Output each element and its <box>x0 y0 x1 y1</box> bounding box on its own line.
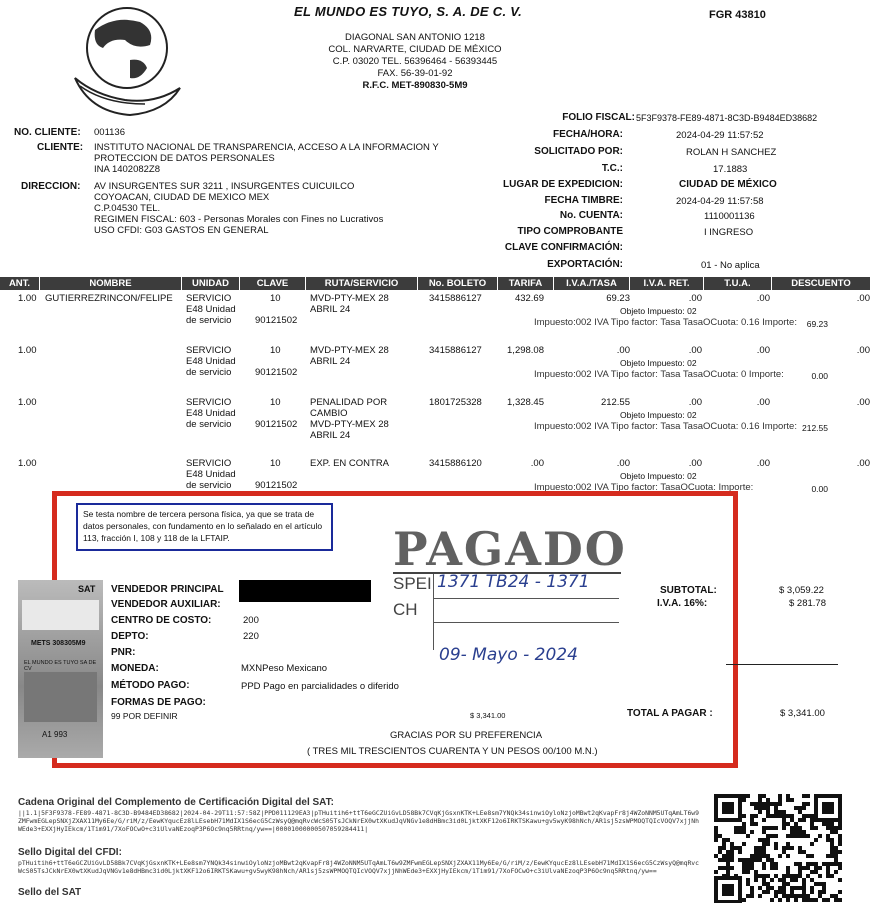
solicitado-por-label: SOLICITADO POR: <box>534 146 623 157</box>
direccion-line: COYOACAN, CIUDAD DE MEXICO MEX <box>94 192 270 203</box>
clave-confirmacion-label: CLAVE CONFIRMACIÓN: <box>504 242 623 253</box>
cell-cant: 1.00 <box>18 345 37 356</box>
cell-ruta: MVD-PTY-MEX 28 <box>310 419 389 430</box>
cell-clave: 10 <box>270 345 281 356</box>
sat-logo-text: SAT <box>78 584 96 594</box>
cell-cant: 1.00 <box>18 293 37 304</box>
cell-unidad: SERVICIO <box>186 397 232 408</box>
importe-letra: ( TRES MIL TRESCIENTOS CUARENTA Y UN PESOS 00/100 M.N.) <box>307 746 598 757</box>
company-address <box>290 32 540 92</box>
exportacion-value: 01 - No aplica <box>701 260 760 271</box>
col-nombre: NOMBRE <box>40 277 182 290</box>
cell-clave: 90121502 <box>255 367 298 378</box>
cell-ruta: PENALIDAD POR <box>310 397 388 408</box>
direccion-line: USO CFDI: G03 GASTOS EN GENERAL <box>94 225 269 236</box>
subtotal-label: SUBTOTAL: <box>660 585 717 596</box>
cell-ruta: MVD-PTY-MEX 28 <box>310 345 389 356</box>
address-line: FAX. 56-39-01-92 <box>377 68 453 79</box>
cell-ruta: MVD-PTY-MEX 28 <box>310 293 389 304</box>
cell-unidad: SERVICIO <box>186 293 232 304</box>
qr-code <box>714 794 842 903</box>
cliente-label: CLIENTE: <box>37 142 84 153</box>
lugar-expedicion-label: LUGAR DE EXPEDICION: <box>502 179 623 190</box>
stamp-date: 09- Mayo - 2024 <box>439 645 578 665</box>
address-line: C.P. 03020 TEL. 56396464 - 56393445 <box>332 56 498 67</box>
cliente-line: INSTITUTO NACIONAL DE TRANSPARENCIA, ACCESO A LA INFORMACION Y <box>94 142 439 153</box>
centro-costo-value: 200 <box>243 615 259 626</box>
cell-nombre: GUTIERREZRINCON/FELIPE <box>45 293 173 304</box>
total-rule <box>726 664 838 665</box>
metodo-pago-value: PPD Pago en parcialidades o diferido <box>241 681 399 692</box>
cell-iva: .00 <box>616 345 630 356</box>
moneda-value: MXNPeso Mexicano <box>241 663 328 674</box>
iva-value: $ 281.78 <box>789 598 826 609</box>
vendedor-auxiliar-label: VENDEDOR AUXILIAR: <box>111 599 221 610</box>
fecha-hora-label: FECHA/HORA: <box>553 129 623 140</box>
col-descuento: DESCUENTO <box>772 277 871 290</box>
tipo-comprobante-label: TIPO COMPROBANTE <box>517 226 623 237</box>
cell-clave: 10 <box>270 458 281 469</box>
sello-cfdi: pTHuitih6+ttT6eGCZUiGvLD58Bk7CVqKjGsxnKTK+LEe8sm7YNQk34sinwiOyloNzjoMBwt2qKvapFr8j4WZoNNM5UTqAmLT6w9ZMFwmEGLepSNXjZXAX11My6Ee/G/riM/z/EewKYqucEz8lLEsebH71MdIX1S6ecG5CzWsyQ@mqRvcWcS05TsJCkNrEX0wtXKudJqVNGv1e8dHBmc3id0LjktXKF12o6IRKTSKawu+gv5wyK98hNch/AR1sj5zsWPMOQTQIcVOQV7xjjNhWEde3+EXXjHyIEkcm/1Tim91/7XoFOCwO+c3iUlvaNEzoqP3P6Oc9nq5RRtnq/yw== <box>18 859 700 875</box>
iva-label: I.V.A. 16%: <box>657 598 708 609</box>
cell-unidad: SERVICIO <box>186 345 232 356</box>
folio-fiscal-value: 5F3F9378-FE89-4871-8C3D-B9484ED38682 <box>636 113 818 123</box>
col-iva-tasa: I.V.A./TASA <box>554 277 630 290</box>
col-iva-ret: I.V.A. RET. <box>630 277 704 290</box>
formas-pago-value: 99 POR DEFINIR <box>111 711 178 721</box>
cliente-value <box>94 142 439 175</box>
col-tua: T.U.A. <box>704 277 772 290</box>
folio-code: FGR 43810 <box>709 9 766 21</box>
cell-iva-ret: .00 <box>688 345 702 356</box>
cell-tua: .00 <box>756 345 770 356</box>
stamp-reference: 1371 TB24 - 1371 <box>437 572 590 592</box>
direccion-line: AV INSURGENTES SUR 3211 , INSURGENTES CUICUILCO <box>94 181 355 192</box>
stamp-line <box>433 574 434 650</box>
cell-unidad: E48 Unidad <box>186 304 236 315</box>
stamp-line <box>433 598 619 599</box>
stamp-spei: SPEI <box>393 574 432 593</box>
sat-card-photo <box>24 672 97 722</box>
cell-unidad: E48 Unidad <box>186 469 236 480</box>
depto-value: 220 <box>243 631 259 642</box>
items-table-header <box>0 277 871 290</box>
direccion-line: REGIMEN FISCAL: 603 - Personas Morales con Fines no Lucrativos <box>94 214 384 225</box>
cell-objeto-impuesto: Objeto Impuesto: 02 <box>620 306 697 316</box>
cell-ruta: ABRIL 24 <box>310 356 351 367</box>
cell-importe: 212.55 <box>802 423 828 433</box>
cell-unidad: de servicio <box>186 480 232 491</box>
cell-unidad: de servicio <box>186 315 232 326</box>
gracias-text: GRACIAS POR SU PREFERENCIA <box>390 730 543 741</box>
col-boleto: No. BOLETO <box>418 277 498 290</box>
cell-impuesto: Impuesto:002 IVA Tipo factor: TasaOCuota: Importe: <box>534 482 754 493</box>
cell-ruta: CAMBIO <box>310 408 348 419</box>
cell-tarifa: 1,298.08 <box>507 345 544 356</box>
sello-sat-title: Sello del SAT <box>18 887 82 898</box>
cell-tua: .00 <box>756 293 770 304</box>
address-line: DIAGONAL SAN ANTONIO 1218 <box>345 32 485 43</box>
cell-objeto-impuesto: Objeto Impuesto: 02 <box>620 410 697 420</box>
cell-ruta: ABRIL 24 <box>310 304 351 315</box>
cell-clave: 10 <box>270 293 281 304</box>
metodo-pago-label: MÉTODO PAGO: <box>111 680 190 691</box>
direccion-label: DIRECCION: <box>21 181 81 192</box>
formas-pago-label: FORMAS DE PAGO: <box>111 697 206 708</box>
fecha-hora-value: 2024-04-29 11:57:52 <box>676 130 764 141</box>
cell-unidad: SERVICIO <box>186 458 232 469</box>
cell-descuento: .00 <box>856 458 870 469</box>
cell-boleto: 1801725328 <box>429 397 482 408</box>
direccion-value <box>94 181 383 236</box>
cell-boleto: 3415886127 <box>429 293 482 304</box>
tc-value: 17.1883 <box>713 164 748 175</box>
fecha-timbre-value: 2024-04-29 11:57:58 <box>676 196 764 207</box>
cell-unidad: E48 Unidad <box>186 408 236 419</box>
cell-clave: 90121502 <box>255 315 298 326</box>
cadena-original: ||1.1|5F3F9378-FE89-4871-8C3D-B9484ED38682|2024-04-29T11:57:58Z|PPD011129EA3|pTHuitih6+ttT6eGCZUiGvLD58Bk7CVqKjGsxnKTK+LEe8sm7YNQk34sinwiOyloNzjoMBwt2qKvapFr8j4WZoNNM5UTqAmLT6w9ZMFwmEGLepSNXjZXAX11My6Ee/G/riM/z/EewKYqucEz8lLEsebH71MdIX1S6ecG5CzWsyQ@mqRvcWcS05TsJCkNrEX0wtXKudJqVNGv1e8dHBmc3id0LjktXKF12o6IRKTSKawu+gv5wyK98hNch/AR1sj5zsWPMOQTQIcVOQV7xjjNhWEde3+EXXjHyIEkcm/1Tim91/7XoFOCwO+c3iUlvaNEzoqP3P6Oc9nq5RRtnq/yw==|00001000000507059284411| <box>18 809 700 833</box>
no-cuenta-value: 1110001136 <box>704 211 755 222</box>
cell-cant: 1.00 <box>18 458 37 469</box>
sat-card-name: EL MUNDO ES TUYO SA DE CV <box>24 660 97 672</box>
cell-iva-ret: .00 <box>688 293 702 304</box>
cell-iva-ret: .00 <box>688 397 702 408</box>
no-cliente-label: NO. CLIENTE: <box>14 127 81 138</box>
vendedor-principal-label: VENDEDOR PRINCIPAL <box>111 584 224 595</box>
pagado-stamp: PAGADO <box>393 522 627 576</box>
cell-unidad: de servicio <box>186 367 232 378</box>
cell-descuento: .00 <box>856 345 870 356</box>
cell-iva: 69.23 <box>606 293 630 304</box>
exportacion-label: EXPORTACIÓN: <box>547 259 623 270</box>
cell-unidad: de servicio <box>186 419 232 430</box>
cliente-line: INA 1402082Z8 <box>94 164 161 175</box>
cell-descuento: .00 <box>856 293 870 304</box>
redaction-notice: Se testa nombre de tercera persona física, ya que se trata de datos personales, con fundamento en lo señalado en el artículo 113, fracción I, 108 y 118 de la LFTAIP. <box>76 503 333 551</box>
col-ruta: RUTA/SERVICIO <box>306 277 418 290</box>
col-unidad: UNIDAD <box>182 277 240 290</box>
cell-ruta: ABRIL 24 <box>310 430 351 441</box>
cell-impuesto: Impuesto:002 IVA Tipo factor: Tasa TasaOCuota: 0.16 Importe: <box>534 317 797 328</box>
tipo-comprobante-value: I INGRESO <box>704 227 754 238</box>
company-name: EL MUNDO ES TUYO, S. A. DE C. V. <box>294 4 522 19</box>
stamp-line <box>433 622 619 623</box>
cadena-original-title: Cadena Original del Complemento de Certificación Digital del SAT: <box>18 797 334 808</box>
company-rfc: R.F.C. MET-890830-5M9 <box>362 80 468 91</box>
cell-tarifa: 432.69 <box>514 293 544 304</box>
moneda-label: MONEDA: <box>111 663 159 674</box>
depto-label: DEPTO: <box>111 631 149 642</box>
cell-boleto: 3415886120 <box>429 458 482 469</box>
stamp-ch: CH <box>393 600 418 619</box>
sat-card-header <box>22 600 99 630</box>
cell-impuesto: Impuesto:002 IVA Tipo factor: Tasa TasaOCuota: 0 Importe: <box>534 369 784 380</box>
pnr-label: PNR: <box>111 647 136 658</box>
invoice-info <box>440 112 870 272</box>
cell-tua: .00 <box>756 397 770 408</box>
cell-ruta: EXP. EN CONTRA <box>310 458 390 469</box>
cell-boleto: 3415886127 <box>429 345 482 356</box>
sat-card-rfc: METS 308305M9 <box>31 640 86 647</box>
cell-tarifa: 1,328.45 <box>507 397 544 408</box>
sello-cfdi-title: Sello Digital del CFDI: <box>18 847 122 858</box>
cell-clave: 90121502 <box>255 480 298 491</box>
cell-clave: 10 <box>270 397 281 408</box>
cell-cant: 1.00 <box>18 397 37 408</box>
no-cuenta-label: No. CUENTA: <box>559 210 623 221</box>
fecha-timbre-label: FECHA TIMBRE: <box>544 195 623 206</box>
redaction-bar <box>239 580 371 602</box>
cell-objeto-impuesto: Objeto Impuesto: 02 <box>620 471 697 481</box>
cell-importe: 0.00 <box>811 484 828 494</box>
cell-impuesto: Impuesto:002 IVA Tipo factor: Tasa TasaOCuota: 0.16 Importe: <box>534 421 797 432</box>
direccion-line: C.P.04530 TEL. <box>94 203 161 214</box>
globe-hand-logo <box>55 0 200 120</box>
sat-cedula-image <box>18 580 103 758</box>
stamp-frame <box>393 572 621 652</box>
subtotal-value: $ 3,059.22 <box>779 585 824 596</box>
folio-fiscal-label: FOLIO FISCAL: <box>562 112 635 123</box>
address-line: COL. NARVARTE, CIUDAD DE MÉXICO <box>328 44 502 55</box>
cell-iva: .00 <box>616 458 630 469</box>
centro-costo-label: CENTRO DE COSTO: <box>111 615 212 626</box>
cell-importe: 69.23 <box>806 319 828 329</box>
cell-iva-ret: .00 <box>688 458 702 469</box>
cell-tua: .00 <box>756 458 770 469</box>
cliente-line: PROTECCION DE DATOS PERSONALES <box>94 153 275 164</box>
no-cliente-value: 001136 <box>94 127 125 138</box>
total-value: $ 3,341.00 <box>780 708 825 719</box>
col-clave: CLAVE <box>240 277 306 290</box>
cell-tarifa: .00 <box>530 458 544 469</box>
solicitado-por-value: ROLAN H SANCHEZ <box>686 147 777 158</box>
tc-label: T.C.: <box>601 163 623 174</box>
cell-unidad: E48 Unidad <box>186 356 236 367</box>
cell-objeto-impuesto: Objeto Impuesto: 02 <box>620 358 697 368</box>
cell-clave: 90121502 <box>255 419 298 430</box>
cell-descuento: .00 <box>856 397 870 408</box>
cell-importe: 0.00 <box>811 371 828 381</box>
amount-small: $ 3,341.00 <box>470 711 506 720</box>
sat-card-code: A1 993 <box>42 730 68 739</box>
lugar-expedicion-value: CIUDAD DE MÉXICO <box>679 179 777 190</box>
cell-iva: 212.55 <box>600 397 630 408</box>
total-label: TOTAL A PAGAR : <box>627 708 713 719</box>
col-tarifa: TARIFA <box>498 277 554 290</box>
col-cant: ANT. <box>0 277 40 290</box>
